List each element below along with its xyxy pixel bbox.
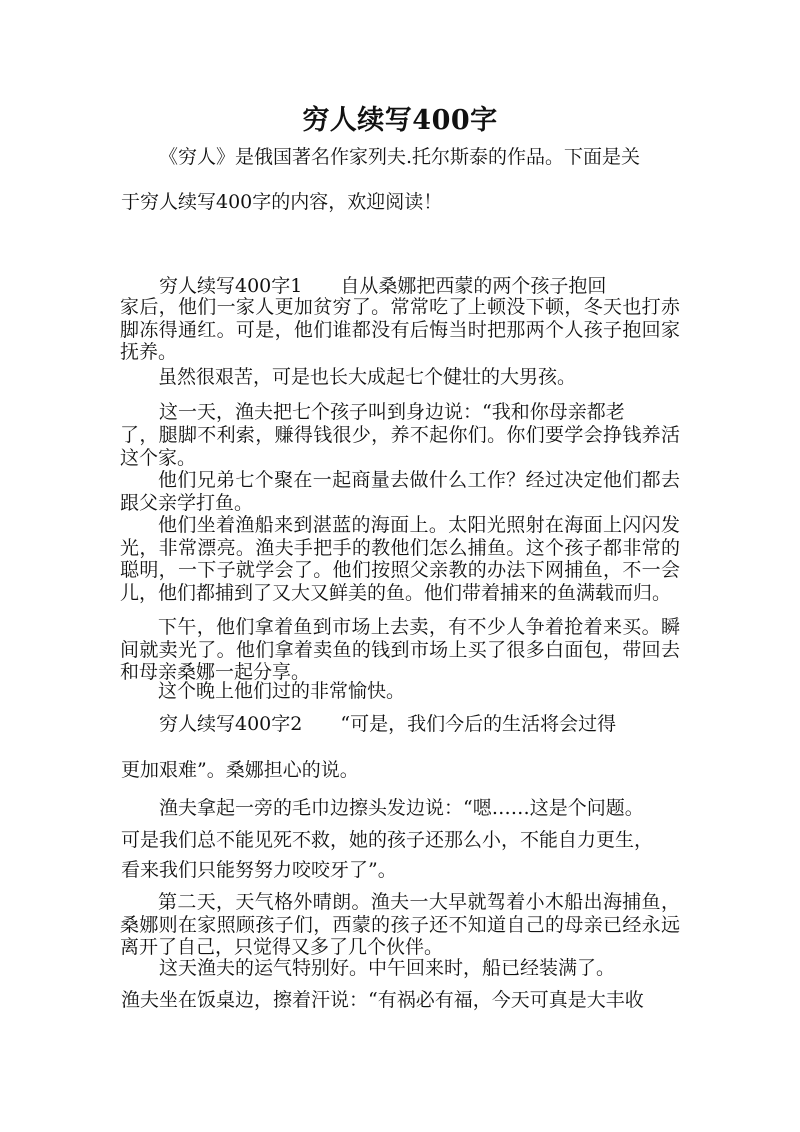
intro-line-1: 《穷人》是俄国著名作家列夫.托尔斯泰的作品。下面是关 [159,146,641,168]
section1-paragraph-3-line-1: 这一天，渔夫把七个孩子叫到身边说：“我和你母亲都老 [159,401,625,423]
section2-paragraph-3: 第二天，天气格外晴朗。渔夫一大早就驾着小木船出海捕鱼，桑娜则在家照顾孩子们，西蒙的孩子还不知道自己的母亲已经永远离开了自己，只觉得又多了几个伙伴。 [120,891,680,958]
section1-paragraph-4: 他们兄弟七个聚在一起商量去做什么工作？经过决定他们都去跟父亲学打鱼。 [120,469,680,514]
section1-paragraph-3: 了，腿脚不利索，赚得钱很少，养不起你们。你们要学会挣钱养活这个家。 [120,424,680,469]
section2-paragraph-1: 更加艰难”。桑娜担心的说。 [121,759,359,781]
section2-paragraph-2-line-3: 看来我们只能努努力咬咬牙了”。 [121,859,397,881]
document-title: 穷人续写400字 [302,105,498,136]
section1-paragraph-1: 家后，他们一家人更加贫穷了。常常吃了上顿没下顿，冬天也打赤脚冻得通红。可是，他们谁都没有后悔当时把那两个人孩子抱回家抚养。 [120,296,680,363]
section1-paragraph-7: 这个晚上他们过的非常愉快。 [158,680,406,702]
section2-heading-line: 穷人续写400字2 “可是，我们今后的生活将会过得 [159,713,617,735]
section1-paragraph-2: 虽然很艰苦，可是也长大成起七个健壮的大男孩。 [158,366,577,388]
section2-paragraph-4-line-1: 这天渔夫的运气特别好。中午回来时，船已经装满了。 [159,957,616,979]
section1-heading-line: 穷人续写400字1 自从桑娜把西蒙的两个孩子抱回 [159,275,607,297]
section2-paragraph-2-line-2: 可是我们总不能见死不救，她的孩子还那么小，不能自力更生， [121,829,654,851]
section1-paragraph-6: 下午，他们拿着鱼到市场上去卖，有不少人争着抢着来买。瞬间就卖光了。他们拿着卖鱼的钱到市场上买了很多白面包，带回去和母亲桑娜一起分享。 [120,616,680,683]
section1-paragraph-5: 他们坐着渔船来到湛蓝的海面上。太阳光照射在海面上闪闪发光，非常漂亮。渔夫手把手的教他们怎么捕鱼。这个孩子都非常的聪明，一下子就学会了。他们按照父亲教的办法下网捕鱼，不一会儿，他们都捕到了又大又鲜美的鱼。他们带着捕来的鱼满载而归。 [120,514,680,604]
section2-paragraph-2-line-1: 渔夫拿起一旁的毛巾边擦头发边说：“嗯……这是个问题。 [159,797,644,819]
intro-line-2: 于穷人续写400字的内容，欢迎阅读！ [121,191,443,213]
section2-paragraph-5-line-1: 渔夫坐在饭桌边，擦着汗说：“有祸必有福，今天可真是大丰收 [121,989,644,1011]
